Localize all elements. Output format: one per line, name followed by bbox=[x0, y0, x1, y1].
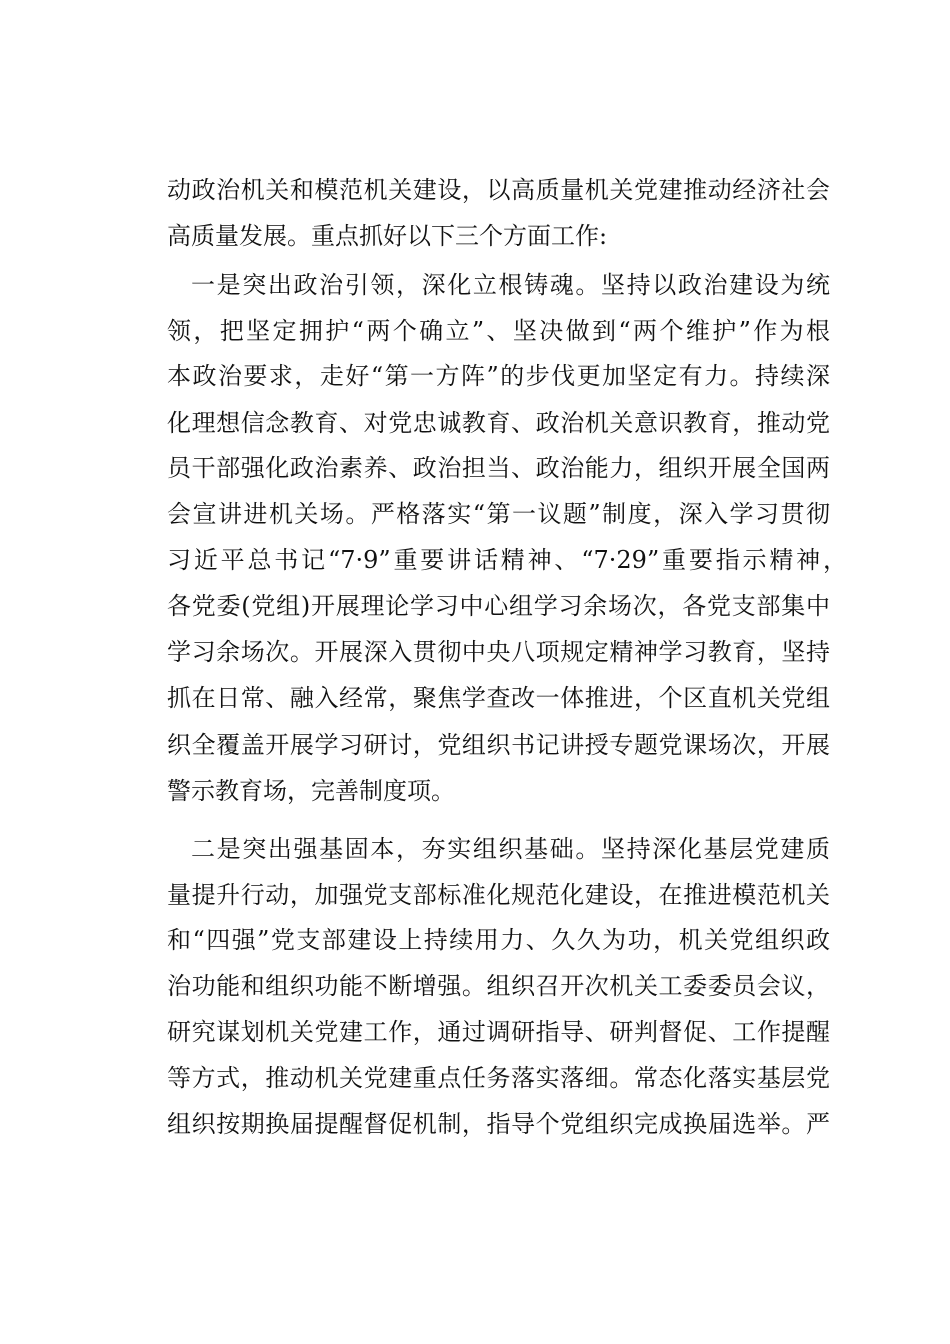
paragraph-start: 二是突出强基固本，夯实组织基础。坚持深化基层党建质 bbox=[191, 835, 830, 863]
text-line: 各党委(党组)开展理论学习中心组学习余场次，各党支部集中 bbox=[167, 592, 830, 620]
text-line: 组织按期换届提醒督促机制，指导个党组织完成换届选举。严 bbox=[167, 1110, 830, 1138]
text-line: 员干部强化政治素养、政治担当、政治能力，组织开展全国两 bbox=[167, 454, 830, 482]
text-line: 本政治要求，走好“第一方阵”的步伐更加坚定有力。持续深 bbox=[167, 362, 830, 390]
text-line: 抓在日常、融入经常，聚焦学查改一体推进，个区直机关党组 bbox=[167, 684, 830, 712]
text-line: 化理想信念教育、对党忠诚教育、政治机关意识教育，推动党 bbox=[167, 409, 830, 437]
text-line: 警示教育场，完善制度项。 bbox=[167, 777, 455, 805]
text-line: 治功能和组织功能不断增强。组织召开次机关工委委员会议， bbox=[167, 972, 830, 1000]
text-line: 量提升行动，加强党支部标准化规范化建设，在推进模范机关 bbox=[167, 881, 830, 909]
text-line: 习近平总书记“7·9”重要讲话精神、“7·29”重要指示精神， bbox=[167, 546, 847, 574]
text-line: 等方式，推动机关党建重点任务落实落细。常态化落实基层党 bbox=[167, 1064, 830, 1092]
text-line: 会宣讲进机关场。严格落实“第一议题”制度，深入学习贯彻 bbox=[167, 500, 830, 528]
text-line: 和“四强”党支部建设上持续用力、久久为功，机关党组织政 bbox=[167, 926, 830, 954]
paragraph-start: 一是突出政治引领，深化立根铸魂。坚持以政治建设为统 bbox=[191, 271, 830, 299]
text-line: 学习余场次。开展深入贯彻中央八项规定精神学习教育，坚持 bbox=[167, 638, 830, 666]
text-line: 织全覆盖开展学习研讨，党组织书记讲授专题党课场次，开展 bbox=[167, 731, 830, 759]
text-line: 领，把坚定拥护“两个确立”、坚决做到“两个维护”作为根 bbox=[167, 317, 830, 345]
text-line: 研究谋划机关党建工作，通过调研指导、研判督促、工作提醒 bbox=[167, 1018, 830, 1046]
text-line: 动政治机关和模范机关建设，以高质量机关党建推动经济社会 bbox=[167, 176, 830, 204]
text-line: 高质量发展。重点抓好以下三个方面工作: bbox=[167, 222, 608, 250]
